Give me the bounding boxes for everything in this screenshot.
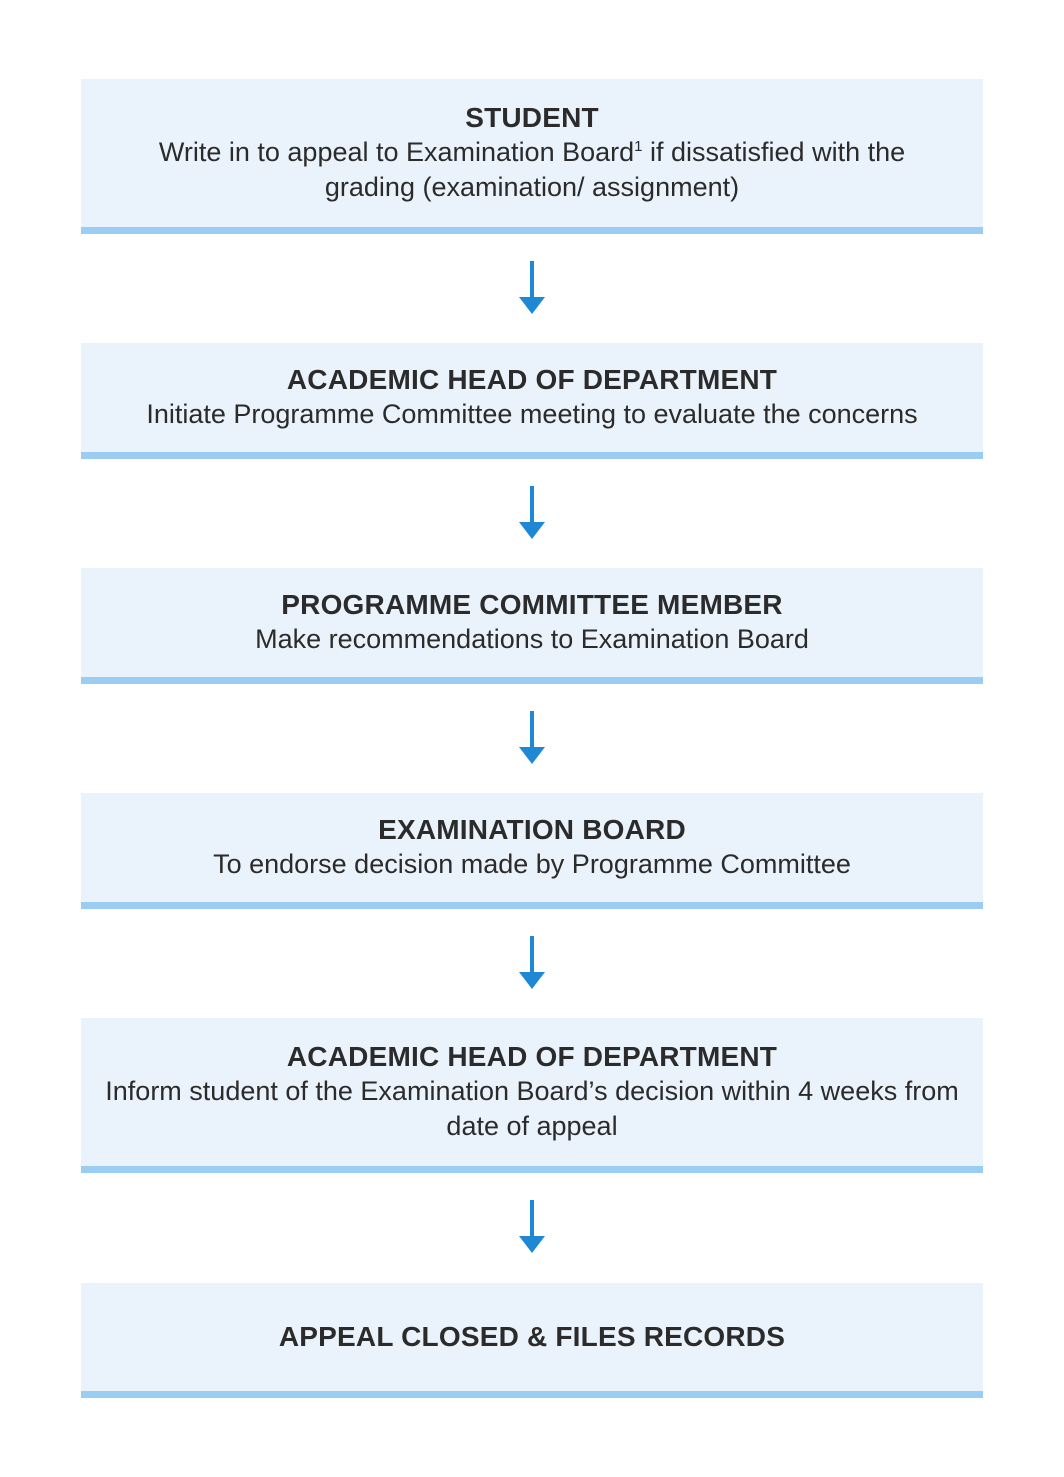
step-academic-head-inform: [81, 1018, 983, 1173]
arrow-down-icon: [517, 1200, 547, 1254]
arrow-down-icon: [517, 486, 547, 540]
step-title: ACADEMIC HEAD OF DEPARTMENT: [286, 1041, 778, 1072]
step-examination-board: [81, 793, 983, 909]
step-programme-committee-member: [81, 568, 983, 684]
step-title: ACADEMIC HEAD OF DEPARTMENT: [286, 364, 778, 395]
step-title: STUDENT: [465, 102, 599, 133]
step-appeal-closed: [81, 1283, 983, 1398]
step-description: Inform student of the Examination Board’s decision within 4 weeks from date of appeal: [105, 1076, 959, 1141]
arrow-down-icon: [517, 711, 547, 765]
step-title: PROGRAMME COMMITTEE MEMBER: [281, 589, 783, 620]
step-description: [117, 135, 947, 205]
arrow-down-icon: [517, 261, 547, 315]
arrow-down-icon: [517, 936, 547, 990]
step-title: EXAMINATION BOARD: [378, 814, 686, 845]
step-title: APPEAL CLOSED & FILES RECORDS: [278, 1321, 786, 1352]
step-description: Make recommendations to Examination Board: [255, 624, 809, 654]
step-academic-head-initiate: [81, 343, 983, 459]
step-description: Initiate Programme Committee meeting to evaluate the concerns: [146, 399, 918, 429]
step-description-part: if dissatisfied with the grading (examination/ assignment): [324, 137, 906, 202]
step-description-part: Write in to appeal to Examination Board: [158, 137, 635, 167]
step-student: [81, 79, 983, 234]
footnote-marker: 1: [634, 138, 643, 155]
step-description: To endorse decision made by Programme Committee: [213, 849, 851, 879]
